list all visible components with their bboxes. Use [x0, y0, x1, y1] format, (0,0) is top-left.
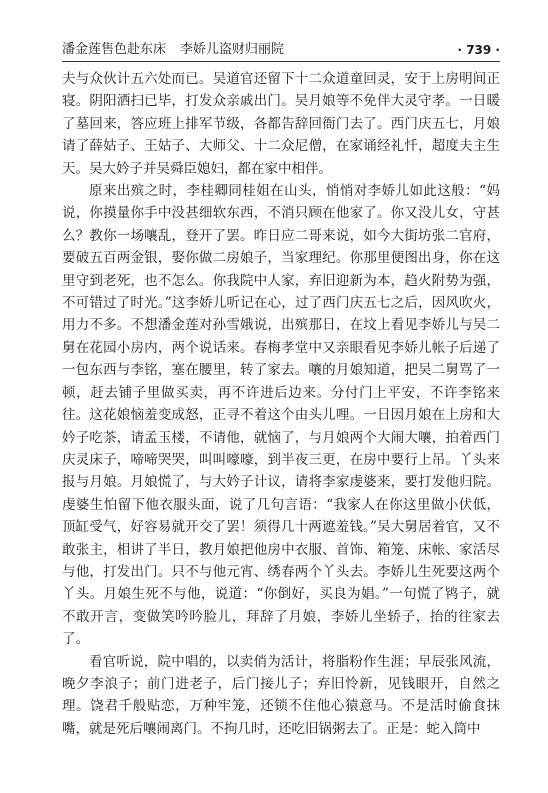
running-header [62, 38, 500, 62]
chapter-title-right: 李娇儿盗财归丽院 [180, 42, 285, 57]
chapter-title-left: 潘金莲售色赴东床 [62, 42, 167, 57]
body-text [62, 68, 500, 740]
paragraph-1: 夫与众伙计五六处而已。吴道官还留下十二众道童回灵，安于上房明间正寝。阴阳洒扫已毕，打发众亲戚出门。吴月娘等不免伴大灵守孝。一日暖了墓回来，答应班上排军节级，各都告辞回衙门去了。西门庆五七，月娘请了薛姑子、王姑子、大师父、十二众尼僧，在家诵经礼忏，超度夫主生天。吴大妗子并吴舜臣媳妇，都在家中相伴。 [62, 71, 500, 177]
paragraph-3: 看官听说，院中唱的，以卖俏为活计，将脂粉作生涯；早辰张风流，晚夕李浪子；前门进老子，后门接儿子；弃旧怜新，见钱眼开，自然之理。饶君千般贴恋，万种牢笼，还锁不住他心猿意马。不是活时偷食抹嘴，就是死后嚷闹离门。不拘几时，还吃旧锅粥去了。正是：蛇入筒中 [62, 653, 500, 737]
paragraph-2: 原来出殡之时，李桂卿同桂姐在山头，悄悄对李娇儿如此这般：“妈说，你摸量你手中没甚细软东西，不消只顾在他家了。你又没儿女，守甚么？教你一场嚷乱，登开了罢。昨日应二哥来说，如今大街坊张二官府，要破五百两金银，娶你做二房娘子，当家理纪。你那里便图出身，你在这里守到老死，也不怎么。你我院中人家，弃旧迎新为本，趋火附势为强，不可错过了时光。”这李娇儿听记在心，过了西门庆五七之后，因风吹火，用力不多。不想潘金莲对孙雪娥说，出殡那日，在坟上看见李娇儿与吴二舅在花园小房内，两个说话来。春梅孝堂中又亲眼看见李娇儿帐子后递了一包东西与李铭，塞在腰里，转了家去。嚷的月娘知道，把吴二舅骂了一顿，赶去铺子里做买卖，再不许进后边来。分付门上平安，不许李铭来往。这花娘恼羞变成怒，正寻不着这个由头儿哩。一日因月娘在上房和大妗子吃茶，请孟玉楼，不请他，就恼了，与月娘两个大闹大嚷，拍着西门庆灵床子，啼啼哭哭，叫叫嚎嚎，到半夜三更，在房中要行上吊。丫头来报与月娘。月娘慌了，与大妗子计议，请将李家虔婆来，要打发他归院。虔婆生怕留下他衣服头面，说了几句言语：“我家人在你这里做小伏低，顶缸受气，好容易就开交了罢！须得几十两遮羞钱。”吴大舅居着官，又不敢张主，相讲了半日，教月娘把他房中衣服、首饰、箱笼、床帐、家活尽与他，打发出门。只不与他元宵、绣春两个丫头去。李娇儿生死要这两个丫头。月娘生死不与他，说道：“你倒好，买良为娼。”一句慌了鸨子，就不敢开言，变做笑吟吟脸儿，拜辞了月娘，李娇儿坐轿子，抬的往家去了。 [62, 183, 500, 648]
page-number: · 739 · [457, 43, 500, 57]
chapter-title [62, 42, 284, 58]
